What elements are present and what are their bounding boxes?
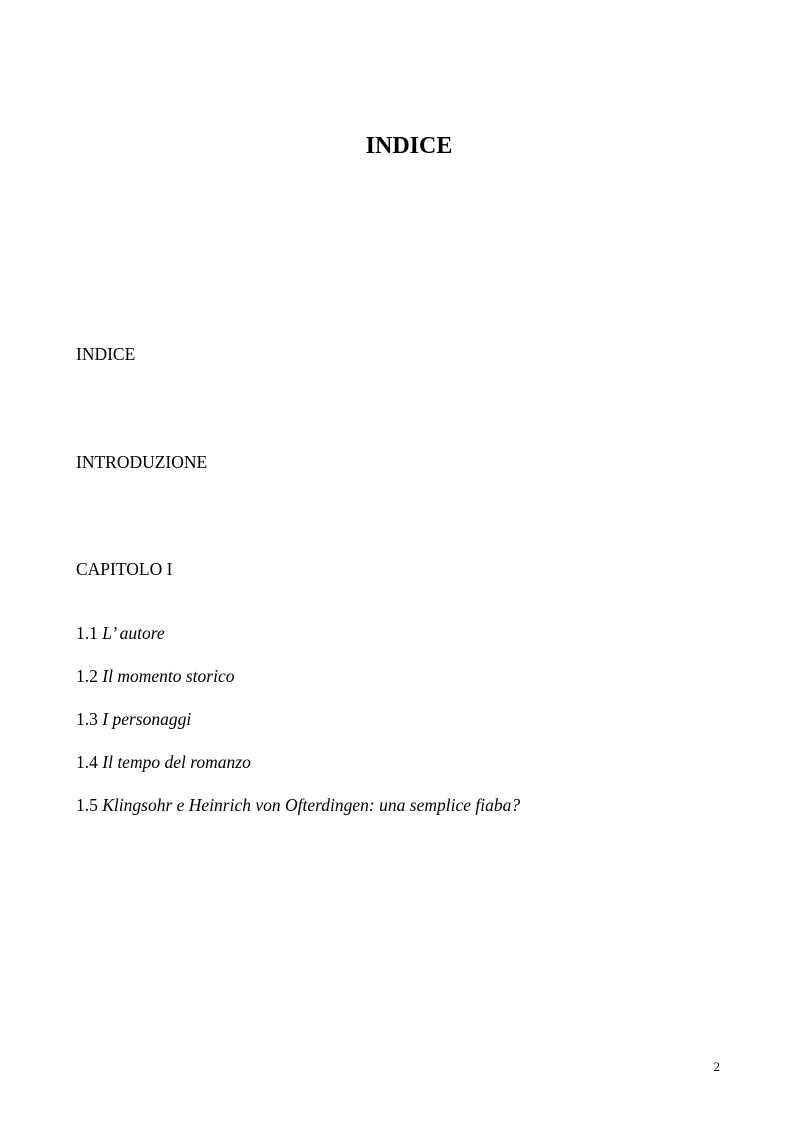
toc-entry-title: I personaggi xyxy=(102,709,192,729)
toc-entry xyxy=(76,794,520,816)
toc-entry-number: 1.4 xyxy=(76,752,98,772)
toc-entry-title: L’ autore xyxy=(102,623,165,643)
toc-entry xyxy=(76,665,234,687)
toc-entry-number: 1.3 xyxy=(76,709,98,729)
toc-entry xyxy=(76,751,251,773)
toc-entry-number: 1.2 xyxy=(76,666,98,686)
toc-entry-title: Il momento storico xyxy=(102,666,235,686)
page-number: 2 xyxy=(713,1059,720,1074)
toc-entry-number: 1.5 xyxy=(76,795,98,815)
toc-entry-title: Il tempo del romanzo xyxy=(102,752,251,772)
toc-entry-number: 1.1 xyxy=(76,623,98,643)
toc-section-indice: INDICE xyxy=(76,344,136,364)
toc-section-introduzione: INTRODUZIONE xyxy=(76,452,208,472)
toc-entry xyxy=(76,708,191,730)
page-title: INDICE xyxy=(365,133,453,159)
toc-entry-title: Klingsohr e Heinrich von Ofterdingen: una semplice fiaba? xyxy=(102,795,521,815)
toc-section-capitolo-1: CAPITOLO I xyxy=(76,559,173,579)
toc-entry xyxy=(76,622,165,644)
